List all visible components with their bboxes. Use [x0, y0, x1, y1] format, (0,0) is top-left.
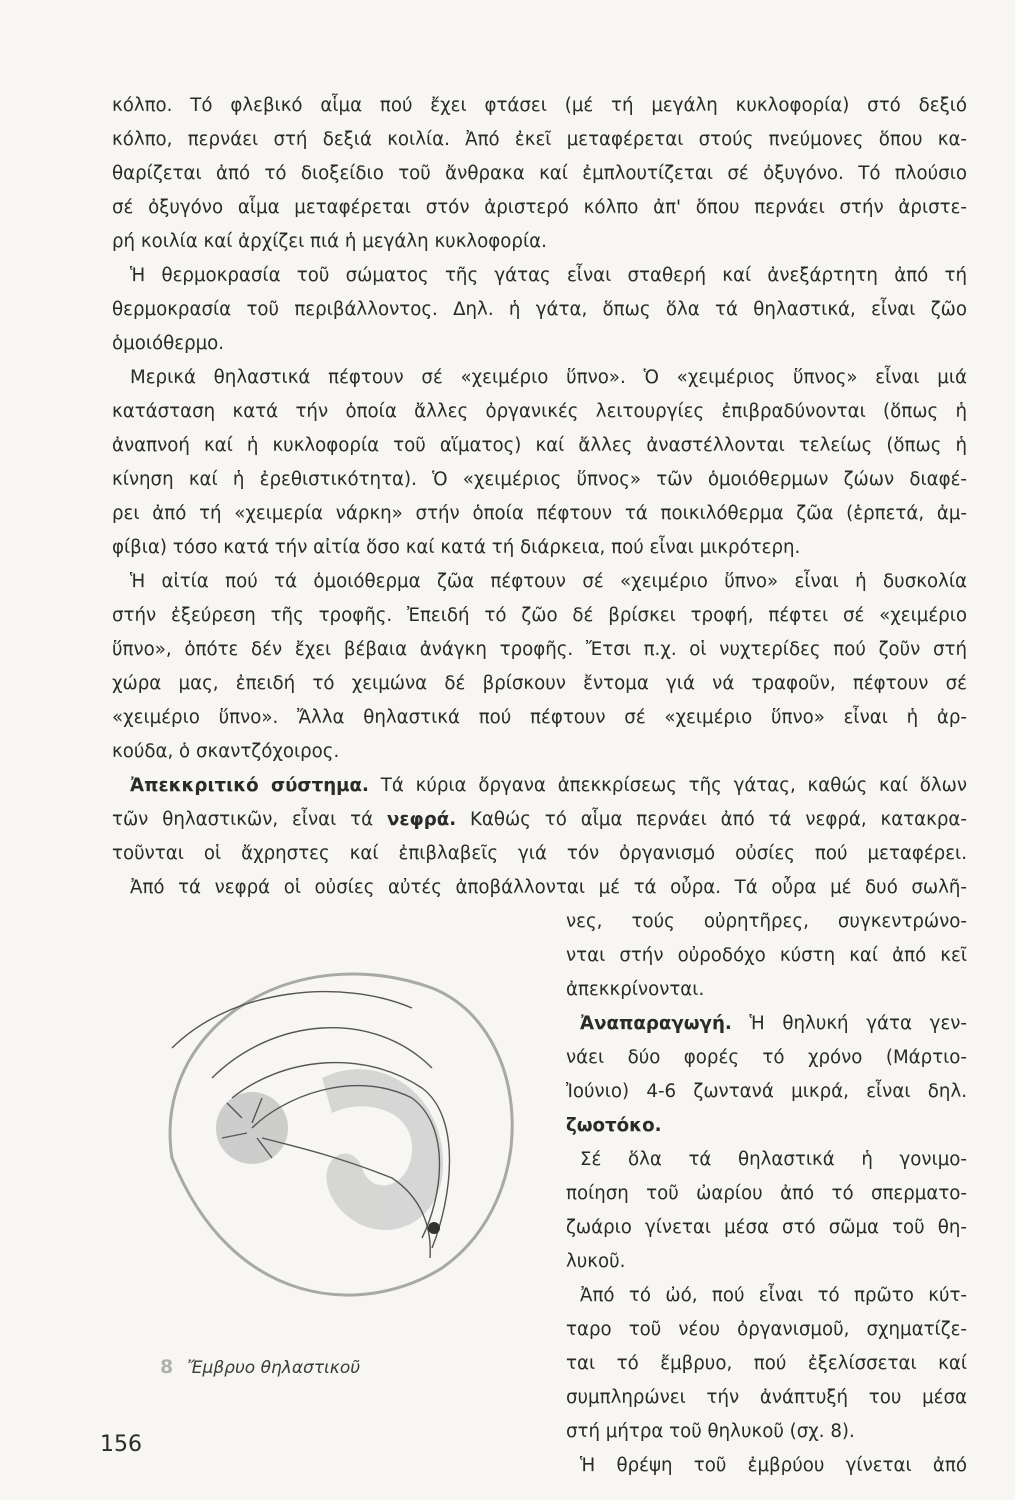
- text-line: Ἡ αἰτία πού τά ὁμοιόθερμα ζῶα πέφτουν σέ «χειμέριο ὕπνο» εἶναι ἡ δυσκολία: [130, 571, 967, 592]
- umbilical-vessel: [172, 992, 412, 1048]
- section-heading-excretory: Ἀπεκκριτικό σύστημα.: [130, 775, 369, 796]
- excretory-line-2: τῶν θηλαστικῶν, εἶναι τά νεφρά. Καθώς τό αἷμα περνάει ἀπό τά νεφρά, κατακρα-: [112, 809, 967, 830]
- text-line: θαρίζεται ἀπό τό διοξείδιο τοῦ ἄνθρακα καί ἐμπλουτίζεται σέ ὀξυγόνο. Τό πλούσιο: [112, 163, 967, 184]
- text-line: στή μήτρα τοῦ θηλυκοῦ (σχ. 8).: [566, 1421, 855, 1442]
- text-line: ποίηση τοῦ ὠαρίου ἀπό τό σπερματο-: [566, 1183, 967, 1204]
- reproduction-line: Ἀναπαραγωγή. Ἡ θηλυκή γάτα γεν-: [580, 1013, 967, 1034]
- text-line: ρή κοιλία καί ἀρχίζει πιά ἡ μεγάλη κυκλοφορία.: [112, 231, 547, 252]
- text-line: κόλπο. Τό φλεβικό αἷμα πού ἔχει φτάσει (μέ τή μεγάλη κυκλοφορία) στό δεξιό: [112, 95, 967, 116]
- section-heading-reproduction: Ἀναπαραγωγή.: [580, 1013, 732, 1034]
- text-line: Ἀπό τά νεφρά οἱ οὐσίες αὐτές ἀποβάλλονται μέ τά οὖρα. Τά οὖρα μέ δυό σωλῆ-: [130, 877, 967, 898]
- kidneys-term: νεφρά.: [386, 809, 457, 830]
- text-line: ὕπνο», ὁπότε δέν ἔχει βέβαια ἀνάγκη τροφῆς. Ἔτσι π.χ. οἱ νυχτερίδες πού ζοῦν στή: [112, 639, 967, 660]
- text-line: νται στήν οὐροδόχο κύστη καί ἀπό κεῖ: [566, 945, 967, 966]
- text-line: «χειμέριο ὕπνο». Ἄλλα θηλαστικά πού πέφτουν σέ «χειμέριο ὕπνο» εἶναι ἡ ἀρ-: [112, 707, 967, 728]
- text-line: ἀναπνοή καί ἡ κυκλοφορία τοῦ αἵματος) καί ἄλλες ἀναστέλλονται τελείως (ὅπως ἡ: [112, 435, 967, 456]
- text-line: ρει ἀπό τή «χειμερία νάρκη» στήν ὁποία πέφτουν τά ποικιλόθερμα ζῶα (ἑρπετά, ἀμ-: [112, 503, 967, 524]
- text-line: Ἰούνιο) 4-6 ζωντανά μικρά, εἶναι δηλ.: [566, 1081, 967, 1102]
- text-line: συμπληρώνει τήν ἀνάπτυξή του μέσα: [566, 1387, 967, 1408]
- text-line: ἀπεκκρίνονται.: [566, 979, 705, 1000]
- text-line: κούδα, ὁ σκαντζόχοιρος.: [112, 741, 340, 762]
- text-line: κόλπο, περνάει στή δεξιά κοιλία. Ἀπό ἐκεῖ μεταφέρεται στούς πνεύμονες ὅπου κα-: [112, 129, 967, 150]
- text-line: κατάσταση κατά τήν ὁποία ἄλλες ὀργανικές λειτουργίες ἐπιβραδύνονται (ὅπως ἡ: [112, 401, 967, 422]
- text-line: χώρα μας, ἐπειδή τό χειμώνα δέ βρίσκουν ἔντομα γιά νά τραφοῦν, πέφτουν σέ: [112, 673, 967, 694]
- text-line: Σέ ὅλα τά θηλαστικά ἡ γονιμο-: [580, 1149, 967, 1170]
- text-line: σέ ὀξυγόνο αἷμα μεταφέρεται στόν ἀριστερό κόλπο ἀπ' ὅπου περνάει στήν ἀριστε-: [112, 197, 967, 218]
- text-line: φίβια) τόσο κατά τήν αἰτία ὅσο καί κατά τή διάρκεια, πού εἶναι μικρότερη.: [112, 537, 801, 558]
- text-line: κίνηση καί ἡ ἐρεθιστικότητα). Ὁ «χειμέριος ὕπνος» τῶν ὁμοιόθερμων ζώων διαφέ-: [112, 469, 967, 490]
- text-line: ται τό ἔμβρυο, πού ἐξελίσσεται καί: [566, 1353, 967, 1374]
- text-line: νάει δύο φορές τό χρόνο (Μάρτιο-: [566, 1047, 967, 1068]
- text-line: θερμοκρασία τοῦ περιβάλλοντος. Δηλ. ἡ γάτα, ὅπως ὅλα τά θηλαστικά, εἶναι ζῶο: [112, 299, 967, 320]
- figure-caption: [160, 1356, 360, 1378]
- text-line: ζωάριο γίνεται μέσα στό σῶμα τοῦ θη-: [566, 1217, 967, 1238]
- text-line: Ἡ θρέψη τοῦ ἐμβρύου γίνεται ἀπό: [580, 1455, 967, 1476]
- text-line: νες, τούς οὐρητῆρες, συγκεντρώνο-: [566, 911, 967, 932]
- embryo-body: [322, 1069, 443, 1230]
- viviparous-term: ζωοτόκο.: [566, 1115, 662, 1136]
- text-line: ὁμοιόθερμο.: [112, 333, 225, 354]
- text-line: τοῦνται οἱ ἄχρηστες καί ἐπιβλαβεῖς γιά τόν ὀργανισμό οὐσίες πού μεταφέρει.: [112, 843, 967, 864]
- text-line: στήν ἐξεύρεση τῆς τροφῆς. Ἐπειδή τό ζῶο δέ βρίσκει τροφή, πέφτει σέ «χειμέριο: [112, 605, 967, 626]
- text-line: ταρο τοῦ νέου ὀργανισμοῦ, σχηματίζε-: [566, 1319, 967, 1340]
- text-line: λυκοῦ.: [566, 1251, 626, 1272]
- embryo-heart: [428, 1222, 440, 1234]
- umbilical-vessel: [212, 1028, 432, 1078]
- text-line: Ἀπό τό ὠό, πού εἶναι τό πρῶτο κύτ-: [580, 1285, 967, 1306]
- embryo-illustration: [112, 898, 552, 1348]
- text-line: Μερικά θηλαστικά πέφτουν σέ «χειμέριο ὕπνο». Ὁ «χειμέριος ὕπνος» εἶναι μιά: [130, 367, 967, 388]
- figure-number: 8: [160, 1356, 174, 1378]
- excretory-line-1: Ἀπεκκριτικό σύστημα. Τά κύρια ὄργανα ἀπεκκρίσεως τῆς γάτας, καθώς καί ὅλων: [130, 775, 967, 796]
- text-line: Ἡ θερμοκρασία τοῦ σώματος τῆς γάτας εἶναι σταθερή καί ἀνεξάρτητη ἀπό τή: [130, 265, 967, 286]
- page-number: 156: [100, 1432, 142, 1457]
- figure-caption-text: Ἔμβρυο θηλαστικοῦ: [187, 1358, 361, 1378]
